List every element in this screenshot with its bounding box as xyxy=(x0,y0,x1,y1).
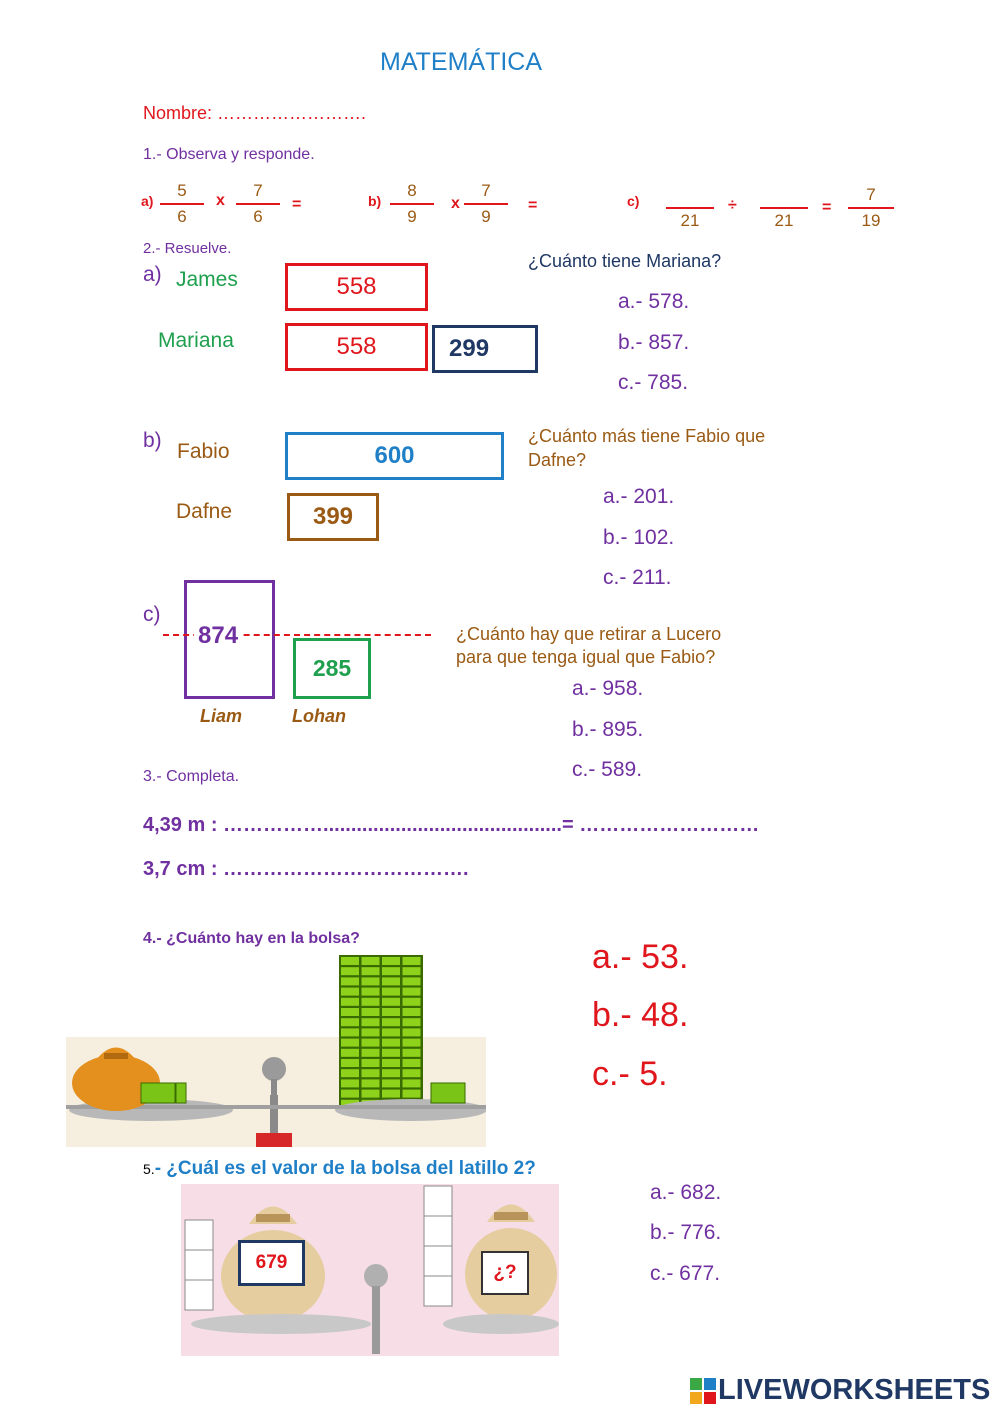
tower-block xyxy=(403,967,421,975)
q2b-letter: b) xyxy=(143,429,162,452)
tower-block xyxy=(382,1049,400,1057)
q3-line1[interactable]: 4,39 m : ……………...........................................= ……………………… xyxy=(143,814,760,836)
q1b-letter: b) xyxy=(368,193,382,209)
q2b-box-fabio: 600 xyxy=(285,432,504,480)
q5-blocks-left xyxy=(185,1220,213,1310)
q4-label: 4.- ¿Cuánto hay en la bolsa? xyxy=(143,930,360,947)
q2a-option-c[interactable]: c.- 785. xyxy=(618,371,689,394)
tower-block xyxy=(403,1059,421,1067)
q2a-name-mariana: Mariana xyxy=(158,329,234,352)
tower-block xyxy=(382,1079,400,1087)
q5-heading xyxy=(143,1158,536,1180)
q2-label: 2.- Resuelve. xyxy=(143,240,232,257)
q2c-option-a[interactable]: a.- 958. xyxy=(572,677,644,700)
q5-bag1-label: 679 xyxy=(238,1240,305,1286)
tower-block xyxy=(341,1028,359,1036)
q1c-operator: ÷ xyxy=(728,197,737,214)
liveworksheets-icon xyxy=(690,1378,716,1404)
q2b-question-line1: ¿Cuánto más tiene Fabio que xyxy=(528,426,766,446)
tower-block xyxy=(362,1059,380,1067)
tower-block xyxy=(362,1018,380,1026)
q4-option-c[interactable]: c.- 5. xyxy=(592,1055,668,1093)
tower-block xyxy=(362,998,380,1006)
tower-block xyxy=(382,1090,400,1098)
q4-option-a[interactable]: a.- 53. xyxy=(592,938,689,976)
tower-block xyxy=(403,1039,421,1047)
q2a-box-james: 558 xyxy=(285,263,428,311)
tower-block xyxy=(403,1028,421,1036)
tower-block xyxy=(341,1018,359,1026)
q2a-option-b[interactable]: b.- 857. xyxy=(618,331,690,354)
tower-block xyxy=(382,1018,400,1026)
q1a-letter: a) xyxy=(141,193,154,209)
tower-block xyxy=(403,988,421,996)
tower-block xyxy=(362,977,380,985)
q2b-option-a[interactable]: a.- 201. xyxy=(603,485,675,508)
tower-block xyxy=(341,967,359,975)
q5-blocks-right xyxy=(424,1186,452,1306)
q2c-option-c[interactable]: c.- 589. xyxy=(572,758,643,781)
tower-block xyxy=(382,957,400,965)
q5-bag2-label: ¿? xyxy=(481,1251,529,1295)
tower-block xyxy=(341,1008,359,1016)
q5-option-b[interactable]: b.- 776. xyxy=(650,1221,722,1244)
tower-block xyxy=(382,1008,400,1016)
brand-logo xyxy=(690,1374,990,1407)
q4-blocks-tower xyxy=(339,955,423,1110)
tower-block xyxy=(341,998,359,1006)
tower-block xyxy=(382,1059,400,1067)
q2b-box-dafne: 399 xyxy=(287,493,379,541)
q3-label: 3.- Completa. xyxy=(143,768,240,785)
q5-option-a[interactable]: a.- 682. xyxy=(650,1181,722,1204)
q1b-equals: = xyxy=(528,197,538,214)
q2c-letter: c) xyxy=(143,603,161,626)
q2c-question-line2: para que tenga igual que Fabio? xyxy=(456,647,716,667)
tower-block xyxy=(341,1079,359,1087)
tower-block xyxy=(362,1069,380,1077)
tower-block xyxy=(382,998,400,1006)
q2c-question-line1: ¿Cuánto hay que retirar a Lucero xyxy=(456,624,722,644)
q5-label: - ¿Cuál es el valor de la bolsa del latillo 2? xyxy=(154,1158,536,1179)
q2b-name-dafne: Dafne xyxy=(176,500,233,523)
q4-option-b[interactable]: b.- 48. xyxy=(592,996,689,1034)
tower-block xyxy=(403,957,421,965)
q2c-box-lohan: 285 xyxy=(293,638,371,699)
tower-block xyxy=(403,977,421,985)
tower-block xyxy=(403,1069,421,1077)
q2b-option-b[interactable]: b.- 102. xyxy=(603,526,675,549)
tower-block xyxy=(362,967,380,975)
tower-block xyxy=(341,977,359,985)
tower-block xyxy=(382,1069,400,1077)
q1b-fraction-2: 7 9 xyxy=(464,180,508,228)
q2b-option-c[interactable]: c.- 211. xyxy=(603,566,672,589)
q1-label: 1.- Observa y responde. xyxy=(143,146,315,163)
tower-block xyxy=(341,1049,359,1057)
q2a-letter: a) xyxy=(143,263,162,286)
tower-block xyxy=(341,1059,359,1067)
tower-block xyxy=(382,988,400,996)
tower-block xyxy=(403,1049,421,1057)
q4-small-blocks-left xyxy=(141,1083,186,1103)
tower-block xyxy=(362,1090,380,1098)
page-title: MATEMÁTICA xyxy=(380,48,543,76)
q1c-fraction-2[interactable]: 21 xyxy=(760,184,808,232)
tower-block xyxy=(341,1090,359,1098)
q1c-equals: = xyxy=(822,199,832,216)
q2c-name-lohan: Lohan xyxy=(292,706,346,726)
q2a-name-james: James xyxy=(176,268,238,291)
q2b-question-line2: Dafne? xyxy=(528,450,587,470)
tower-block xyxy=(362,1049,380,1057)
q3-line2[interactable]: 3,7 cm : ………………………………. xyxy=(143,858,469,880)
tower-block xyxy=(341,957,359,965)
q4-small-blocks-right xyxy=(431,1083,465,1103)
q1a-operator: x xyxy=(216,192,225,209)
tower-block xyxy=(403,1079,421,1087)
q4-balance-scale-image xyxy=(66,955,486,1147)
q1a-fraction-1: 5 6 xyxy=(160,180,204,228)
q2a-question: ¿Cuánto tiene Mariana? xyxy=(528,251,722,271)
tower-block xyxy=(403,1008,421,1016)
name-line[interactable]: Nombre: ……………………. xyxy=(143,103,367,123)
q2c-option-b[interactable]: b.- 895. xyxy=(572,718,644,741)
tower-block xyxy=(362,1008,380,1016)
tower-block xyxy=(382,1028,400,1036)
q1c-fraction-3: 7 19 xyxy=(848,184,894,232)
q1b-fraction-1: 8 9 xyxy=(390,180,434,228)
tower-block xyxy=(362,988,380,996)
tower-block xyxy=(382,1039,400,1047)
q2c-value-liam: 874 xyxy=(194,622,242,650)
q5-option-c[interactable]: c.- 677. xyxy=(650,1262,721,1285)
tower-block xyxy=(341,988,359,996)
q1c-letter: c) xyxy=(627,193,640,209)
tower-block xyxy=(341,1039,359,1047)
q2a-box-extra: 299 xyxy=(432,325,538,373)
q1b-operator: x xyxy=(451,195,460,212)
q1a-fraction-2: 7 6 xyxy=(236,180,280,228)
tower-block xyxy=(403,1018,421,1026)
q2a-option-a[interactable]: a.- 578. xyxy=(618,290,690,313)
tower-block xyxy=(362,957,380,965)
brand-name: LIVEWORKSHEETS xyxy=(718,1374,991,1406)
q5-number: 5. xyxy=(143,1161,155,1177)
q2b-name-fabio: Fabio xyxy=(177,440,230,463)
tower-block xyxy=(341,1069,359,1077)
tower-block xyxy=(403,998,421,1006)
q2c-name-liam: Liam xyxy=(200,706,243,726)
q2a-box-mariana: 558 xyxy=(285,323,428,371)
q1a-equals: = xyxy=(292,196,302,213)
tower-block xyxy=(362,1079,380,1087)
tower-block xyxy=(403,1090,421,1098)
tower-block xyxy=(362,1028,380,1036)
q1c-fraction-1[interactable]: 21 xyxy=(666,184,714,232)
tower-block xyxy=(362,1039,380,1047)
tower-block xyxy=(382,967,400,975)
tower-block xyxy=(382,977,400,985)
